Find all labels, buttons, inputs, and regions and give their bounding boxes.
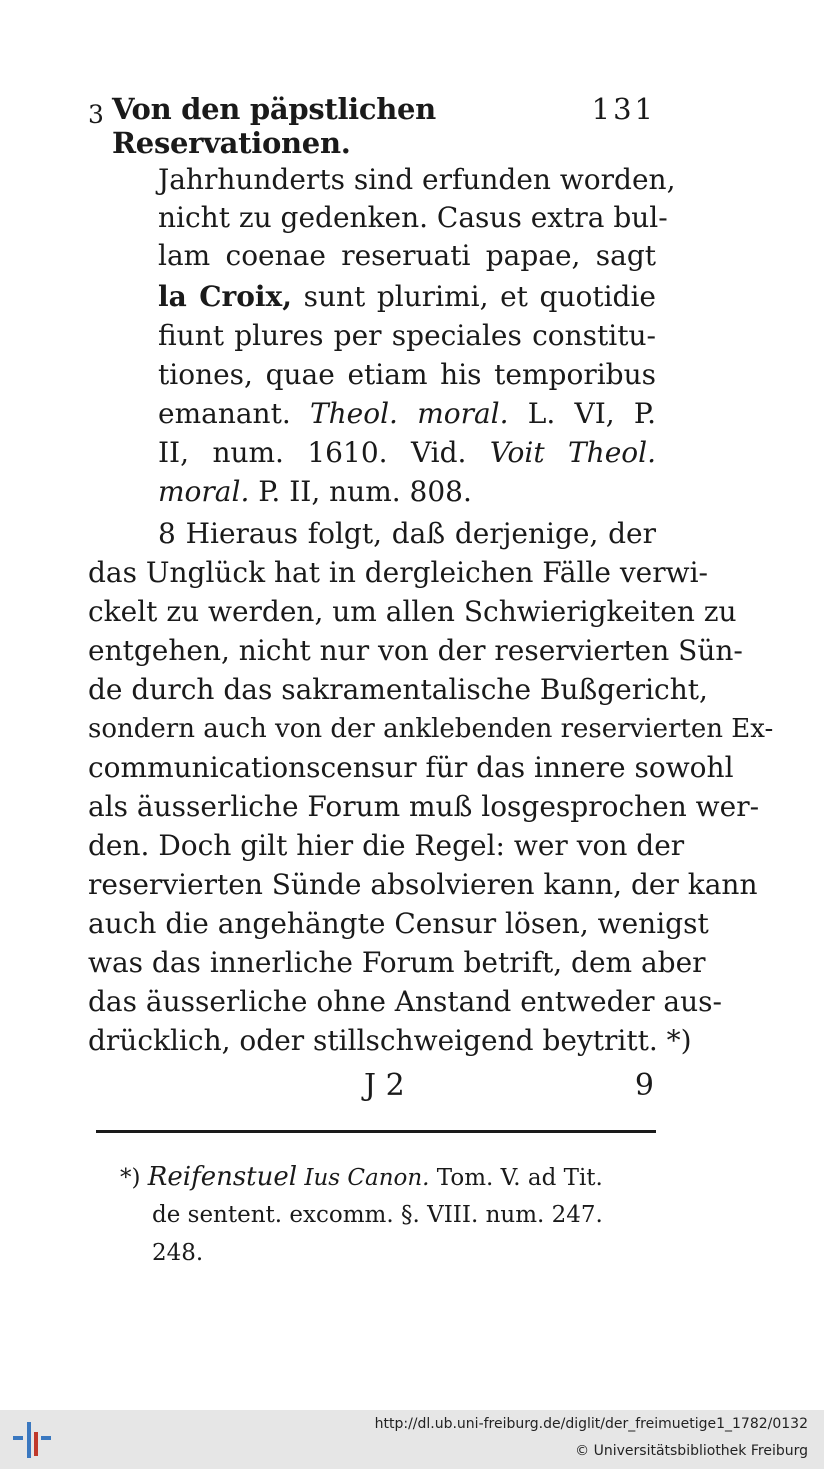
- text-line: reservierten Sünde absolvieren kann, der kann: [88, 868, 758, 901]
- text-line: lam coenae reseruati papae, sagt: [158, 239, 656, 272]
- text-line: fiunt plures per speciales constitu-: [158, 319, 656, 352]
- text-line: la Croix, sunt plurimi, et quotidie: [158, 280, 656, 313]
- running-header: [88, 90, 658, 160]
- header-signature: 3: [88, 100, 104, 129]
- copyright-text: © Universitätsbibliothek Freiburg: [575, 1443, 808, 1459]
- footnote-author: Reifenstuel: [147, 1162, 298, 1192]
- catchline: [88, 1068, 656, 1108]
- text-line: den. Doch gilt hier die Regel: wer von der: [88, 829, 685, 862]
- text-line: das äusserliche ohne Anstand entweder aus-: [88, 985, 722, 1018]
- text-line: sondern auch von der anklebenden reservierten Ex-: [88, 714, 774, 744]
- text-line: ckelt zu werden, um allen Schwierigkeiten zu: [88, 595, 737, 628]
- footnote-line: 248.: [152, 1240, 204, 1266]
- viewer-footer: [0, 1410, 824, 1469]
- footnote-rule: [96, 1130, 656, 1133]
- signature-mark: J 2: [364, 1068, 405, 1103]
- text-line: was das innerliche Forum betrift, dem aber: [88, 946, 706, 979]
- text-line: das Unglück hat in dergleichen Fälle verwi-: [88, 556, 709, 589]
- text-line: 8 Hieraus folgt, daß derjenige, der: [158, 517, 656, 550]
- text-line: drücklich, oder stillschweigend beytritt. *): [88, 1024, 692, 1057]
- page-number: 131: [591, 92, 656, 126]
- text-line: communicationscensur für das innere sowohl: [88, 751, 734, 784]
- text-line: Jahrhunderts sind erfunden worden,: [158, 163, 676, 196]
- ub-freiburg-logo-icon[interactable]: [10, 1418, 54, 1462]
- text-line: II, num. 1610. Vid. Voit Theol.: [158, 436, 656, 469]
- source-url[interactable]: http://dl.ub.uni-freiburg.de/diglit/der_freimuetige1_1782/0132: [374, 1416, 808, 1432]
- name-la-croix: la Croix,: [158, 280, 293, 313]
- footnote-line: de sentent. excomm. §. VIII. num. 247.: [152, 1202, 603, 1228]
- footnote-line: *) Reifenstuel Ius Canon. Tom. V. ad Tit.: [120, 1162, 603, 1192]
- text-line: als äusserliche Forum muß losgesprochen wer-: [88, 790, 760, 823]
- text-line: nicht zu gedenken. Casus extra bul-: [158, 201, 668, 234]
- footnote-work: Ius Canon.: [304, 1165, 430, 1191]
- text-line: auch die angehängte Censur lösen, wenigst: [88, 907, 709, 940]
- text-line: entgehen, nicht nur von der reservierten Sün-: [88, 634, 743, 667]
- footnote-marker: *): [120, 1165, 141, 1191]
- text-line: moral. P. II, num. 808.: [158, 475, 472, 508]
- header-title: Von den päpstlichen Reservationen.: [112, 92, 436, 160]
- catchword: 9: [634, 1068, 654, 1103]
- text-line: tiones, quae etiam his temporibus: [158, 358, 656, 391]
- text-line: de durch das sakramentalische Bußgericht,: [88, 673, 708, 706]
- text-line: emanant. Theol. moral. L. VI, P.: [158, 397, 656, 430]
